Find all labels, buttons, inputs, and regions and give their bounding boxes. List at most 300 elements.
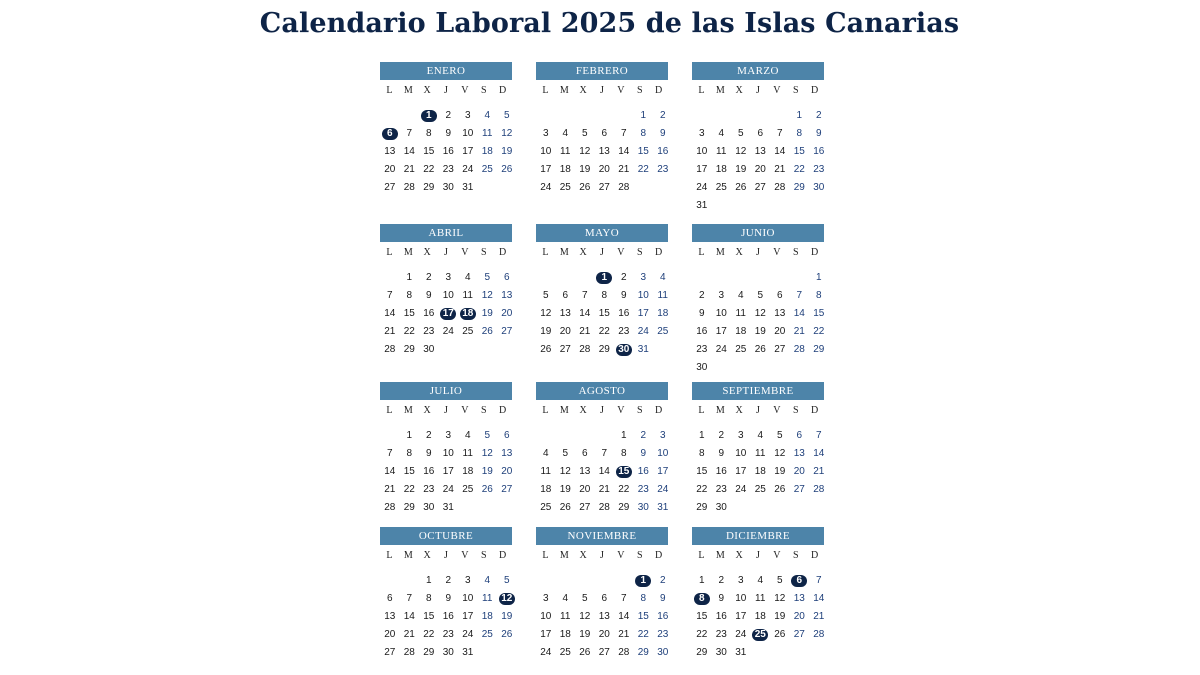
calendar-day: 23 (696, 344, 708, 355)
calendar-day: 30 (637, 502, 649, 513)
weekday-label: L (386, 405, 393, 416)
calendar-day: 3 (737, 430, 744, 441)
calendar-day: 22 (637, 164, 649, 175)
calendar-day: 10 (735, 593, 747, 604)
weekday-label: V (617, 85, 625, 96)
weekday-label: J (756, 550, 760, 561)
calendar-day: 5 (581, 593, 588, 604)
calendar-day: 23 (618, 326, 630, 337)
weekday-label: X (579, 247, 587, 258)
calendar-day: 13 (501, 448, 513, 459)
month-header: AGOSTO (536, 382, 668, 400)
calendar-day: 10 (657, 448, 669, 459)
calendar-day: 15 (598, 308, 610, 319)
weekday-label: M (559, 405, 569, 416)
calendar-day: 4 (737, 290, 744, 301)
calendar-day: 29 (423, 647, 435, 658)
calendar-day: 26 (579, 182, 591, 193)
calendar-day: 16 (813, 146, 825, 157)
calendar-day: 15 (637, 611, 649, 622)
weekday-label: X (579, 550, 587, 561)
calendar-day: 11 (716, 146, 727, 157)
calendar-day: 18 (754, 611, 766, 622)
calendar-day: 24 (462, 629, 474, 640)
weekday-label: J (600, 550, 604, 561)
calendar-day: 12 (481, 448, 493, 459)
calendar-day: 16 (423, 466, 435, 477)
calendar-day: 18 (540, 484, 552, 495)
day-empty (556, 269, 576, 287)
day-empty (614, 572, 634, 590)
weekday-label: V (773, 247, 781, 258)
calendar-day: 13 (793, 593, 805, 604)
calendar-day: 21 (774, 164, 786, 175)
weekday-label: M (559, 85, 569, 96)
calendar-day: 18 (754, 466, 766, 477)
calendar-day: 14 (384, 466, 396, 477)
calendar-day: 6 (503, 430, 510, 441)
calendar-day: 28 (384, 502, 396, 513)
calendar-day: 27 (559, 344, 571, 355)
calendar-day: 18 (559, 164, 571, 175)
calendar-day: 9 (718, 593, 725, 604)
calendar-day: 31 (637, 344, 649, 355)
calendar-day: 8 (601, 290, 608, 301)
month-header: ABRIL (380, 224, 512, 242)
calendar-day: 4 (484, 110, 491, 121)
calendar-day: 7 (386, 448, 393, 459)
calendar-day: 1 (406, 430, 413, 441)
weekday-label: S (636, 247, 643, 258)
calendar-day: 31 (696, 200, 708, 211)
calendar-day: 1 (698, 430, 705, 441)
weekday-row (536, 550, 668, 566)
calendar-day: 31 (442, 502, 454, 513)
calendar-day: 15 (696, 466, 708, 477)
calendar-day: 28 (403, 647, 415, 658)
calendar-day: 29 (696, 502, 708, 513)
calendar-day: 7 (815, 430, 822, 441)
days-grid (380, 269, 512, 359)
month-header: JUNIO (692, 224, 824, 242)
calendar-day: 7 (581, 290, 588, 301)
weekday-label: V (617, 405, 625, 416)
calendar-day: 13 (501, 290, 513, 301)
day-empty (692, 269, 712, 287)
calendar-day: 15 (423, 611, 435, 622)
calendar-day: 17 (735, 611, 747, 622)
calendar-day: 24 (696, 182, 708, 193)
calendar-day: 14 (598, 466, 610, 477)
weekday-label: V (773, 405, 781, 416)
weekday-row (380, 405, 512, 421)
weekday-label: V (617, 550, 625, 561)
calendar-day: 3 (464, 575, 471, 586)
calendar-day: 5 (503, 110, 510, 121)
calendar-day: 30 (423, 502, 435, 513)
calendar-day: 30 (715, 502, 727, 513)
calendar-day: 11 (540, 466, 551, 477)
month-junio (692, 224, 824, 377)
calendar-day: 26 (774, 629, 786, 640)
calendar-day: 3 (464, 110, 471, 121)
calendar-day: 11 (482, 593, 493, 604)
calendar-day: 22 (813, 326, 825, 337)
days-grid (692, 269, 824, 377)
calendar-day: 28 (618, 182, 630, 193)
calendar-day: 7 (620, 593, 627, 604)
calendar-day: 18 (481, 146, 493, 157)
calendar-day: 21 (384, 484, 396, 495)
calendar-day: 19 (579, 164, 591, 175)
day-empty (380, 269, 400, 287)
calendar-day: 9 (640, 448, 647, 459)
weekday-label: L (542, 247, 549, 258)
calendar-day: 21 (618, 164, 630, 175)
day-empty (731, 107, 751, 125)
calendar-day: 21 (598, 484, 610, 495)
holiday-day: 15 (614, 463, 634, 481)
month-header: JULIO (380, 382, 512, 400)
calendar-day: 25 (481, 164, 493, 175)
calendar-day: 14 (813, 593, 825, 604)
calendar-day: 14 (403, 146, 415, 157)
calendar-day: 11 (482, 128, 493, 139)
calendar-day: 24 (657, 484, 669, 495)
calendar-day: 16 (715, 611, 727, 622)
calendar-day: 5 (562, 448, 569, 459)
calendar-day: 29 (618, 502, 630, 513)
calendar-day: 13 (774, 308, 786, 319)
calendar-day: 8 (425, 128, 432, 139)
calendar-day: 14 (384, 308, 396, 319)
weekday-label: J (444, 247, 448, 258)
calendar-day: 20 (793, 611, 805, 622)
calendar-day: 29 (598, 344, 610, 355)
day-empty (751, 269, 771, 287)
day-empty (575, 572, 595, 590)
weekday-label: D (498, 550, 507, 561)
weekday-label: V (773, 85, 781, 96)
weekday-label: X (579, 405, 587, 416)
calendar-day: 28 (403, 182, 415, 193)
calendar-day: 9 (815, 128, 822, 139)
calendar-day: 12 (735, 146, 747, 157)
weekday-label: D (498, 405, 507, 416)
days-grid (692, 427, 824, 517)
calendar-day: 3 (640, 272, 647, 283)
calendar-day: 14 (579, 308, 591, 319)
calendar-day: 9 (445, 593, 452, 604)
month-header: ENERO (380, 62, 512, 80)
calendar-day: 4 (757, 575, 764, 586)
calendar-day: 15 (813, 308, 825, 319)
calendar-day: 6 (776, 290, 783, 301)
month-header: MAYO (536, 224, 668, 242)
weekday-label: J (444, 405, 448, 416)
calendar-day: 27 (501, 326, 513, 337)
weekday-row (536, 85, 668, 101)
calendar-day: 19 (559, 484, 571, 495)
days-grid (380, 107, 512, 197)
calendar-day: 19 (501, 146, 513, 157)
weekday-label: S (636, 550, 643, 561)
weekday-label: M (559, 247, 569, 258)
holiday-day: 1 (595, 269, 615, 287)
calendar-day: 5 (737, 128, 744, 139)
weekday-label: D (498, 247, 507, 258)
calendar-day: 9 (620, 290, 627, 301)
calendar-day: 18 (715, 164, 727, 175)
weekday-label: J (756, 247, 760, 258)
calendar-day: 22 (793, 164, 805, 175)
calendar-day: 5 (776, 430, 783, 441)
calendar-day: 25 (754, 484, 766, 495)
weekday-label: L (698, 85, 705, 96)
calendar-day: 7 (776, 128, 783, 139)
calendar-day: 13 (559, 308, 571, 319)
calendar-day: 2 (445, 575, 452, 586)
calendar-day: 28 (813, 484, 825, 495)
calendar-day: 22 (403, 326, 415, 337)
weekday-label: D (810, 247, 819, 258)
month-septiembre (692, 382, 824, 517)
calendar-day: 9 (425, 448, 432, 459)
day-empty (556, 107, 576, 125)
calendar-day: 6 (386, 593, 393, 604)
weekday-label: M (403, 550, 413, 561)
calendar-day: 8 (640, 593, 647, 604)
calendar-day: 19 (481, 466, 493, 477)
calendar-day: 5 (776, 575, 783, 586)
calendar-day: 1 (698, 575, 705, 586)
calendar-day: 2 (425, 272, 432, 283)
calendar-day: 17 (696, 164, 708, 175)
calendar-day: 25 (559, 647, 571, 658)
calendar-day: 3 (445, 272, 452, 283)
month-febrero (536, 62, 668, 197)
day-empty (790, 269, 810, 287)
calendar-day: 23 (715, 484, 727, 495)
weekday-label: D (654, 247, 663, 258)
calendar-day: 2 (445, 110, 452, 121)
holiday-day: 6 (790, 572, 810, 590)
calendar-day: 12 (774, 448, 786, 459)
calendar-day: 16 (618, 308, 630, 319)
calendar-day: 28 (579, 344, 591, 355)
calendar-day: 4 (484, 575, 491, 586)
calendar-day: 6 (601, 593, 608, 604)
month-diciembre (692, 527, 824, 662)
calendar-day: 25 (559, 182, 571, 193)
calendar-day: 14 (793, 308, 805, 319)
calendar-day: 26 (735, 182, 747, 193)
calendar-day: 8 (640, 128, 647, 139)
weekday-label: X (423, 405, 431, 416)
weekday-row (692, 550, 824, 566)
calendar-day: 11 (735, 308, 746, 319)
calendar-day: 19 (754, 326, 766, 337)
weekday-label: S (636, 405, 643, 416)
month-marzo (692, 62, 824, 215)
calendar-day: 20 (774, 326, 786, 337)
weekday-label: V (461, 247, 469, 258)
calendar-day: 30 (442, 182, 454, 193)
day-empty (712, 107, 732, 125)
month-header: MARZO (692, 62, 824, 80)
calendar-day: 8 (406, 290, 413, 301)
calendar-day: 30 (442, 647, 454, 658)
weekday-label: J (600, 247, 604, 258)
calendar-day: 7 (796, 290, 803, 301)
holiday-day: 1 (634, 572, 654, 590)
calendar-day: 26 (481, 326, 493, 337)
calendar-day: 21 (403, 629, 415, 640)
calendar-day: 2 (815, 110, 822, 121)
calendar-day: 16 (442, 611, 454, 622)
month-enero (380, 62, 512, 197)
calendar-day: 12 (559, 466, 571, 477)
day-empty (400, 572, 420, 590)
calendar-day: 14 (813, 448, 825, 459)
weekday-row (380, 85, 512, 101)
calendar-day: 19 (481, 308, 493, 319)
weekday-label: D (654, 405, 663, 416)
calendar-day: 6 (757, 128, 764, 139)
calendar-day: 8 (620, 448, 627, 459)
calendar-day: 23 (423, 326, 435, 337)
calendar-day: 20 (384, 164, 396, 175)
weekday-label: S (792, 247, 799, 258)
calendar-day: 27 (501, 484, 513, 495)
calendar-day: 22 (618, 484, 630, 495)
calendar-day: 11 (560, 146, 571, 157)
day-empty (751, 107, 771, 125)
calendar-day: 12 (774, 593, 786, 604)
calendar-day: 2 (718, 575, 725, 586)
weekday-label: M (403, 247, 413, 258)
day-empty (536, 427, 556, 445)
weekday-label: V (617, 247, 625, 258)
weekday-label: J (600, 405, 604, 416)
weekday-label: M (715, 405, 725, 416)
calendar-day: 16 (442, 146, 454, 157)
calendar-day: 13 (598, 146, 610, 157)
calendar-day: 11 (560, 611, 571, 622)
calendar-day: 25 (657, 326, 669, 337)
days-grid (380, 427, 512, 517)
calendar-day: 29 (637, 647, 649, 658)
calendar-day: 23 (813, 164, 825, 175)
calendar-day: 2 (640, 430, 647, 441)
weekday-label: V (461, 85, 469, 96)
day-empty (770, 269, 790, 287)
weekday-label: D (810, 550, 819, 561)
calendar-day: 24 (715, 344, 727, 355)
calendar-day: 4 (562, 128, 569, 139)
calendar-day: 10 (442, 290, 454, 301)
weekday-label: D (654, 550, 663, 561)
calendar-day: 24 (442, 484, 454, 495)
calendar-day: 22 (598, 326, 610, 337)
weekday-label: D (810, 405, 819, 416)
holiday-day: 1 (419, 107, 439, 125)
calendar-day: 8 (406, 448, 413, 459)
calendar-day: 20 (754, 164, 766, 175)
weekday-row (380, 550, 512, 566)
calendar-day: 29 (403, 502, 415, 513)
weekday-label: L (386, 85, 393, 96)
calendar-day: 21 (403, 164, 415, 175)
calendar-day: 28 (384, 344, 396, 355)
day-empty (536, 107, 556, 125)
weekday-label: V (461, 550, 469, 561)
calendar-day: 3 (737, 575, 744, 586)
calendar-day: 22 (423, 164, 435, 175)
calendar-day: 27 (754, 182, 766, 193)
calendar-day: 4 (757, 430, 764, 441)
day-empty (380, 427, 400, 445)
weekday-label: X (735, 405, 743, 416)
page-title: Calendario Laboral 2025 de las Islas Canarias (259, 8, 960, 39)
month-abril (380, 224, 512, 359)
calendar-day: 4 (464, 272, 471, 283)
calendar-day: 4 (659, 272, 666, 283)
weekday-label: D (498, 85, 507, 96)
calendar-day: 27 (793, 629, 805, 640)
calendar-day: 24 (442, 326, 454, 337)
calendar-day: 29 (696, 647, 708, 658)
weekday-label: L (698, 550, 705, 561)
day-empty (575, 269, 595, 287)
days-grid (536, 427, 668, 517)
weekday-label: M (403, 405, 413, 416)
month-julio (380, 382, 512, 517)
calendar-day: 2 (718, 430, 725, 441)
calendar-day: 24 (540, 182, 552, 193)
calendar-day: 25 (481, 629, 493, 640)
calendar-day: 9 (718, 448, 725, 459)
calendar-day: 1 (815, 272, 822, 283)
calendar-day: 20 (384, 629, 396, 640)
weekday-label: L (386, 550, 393, 561)
calendar-day: 30 (715, 647, 727, 658)
calendar-day: 23 (637, 484, 649, 495)
calendar-day: 17 (540, 629, 552, 640)
calendar-day: 29 (423, 182, 435, 193)
calendar-day: 22 (637, 629, 649, 640)
calendar-day: 13 (384, 611, 396, 622)
calendar-day: 22 (696, 629, 708, 640)
calendar-day: 29 (403, 344, 415, 355)
calendar-day: 12 (501, 128, 513, 139)
calendar-day: 4 (464, 430, 471, 441)
calendar-day: 20 (598, 164, 610, 175)
weekday-row (380, 247, 512, 263)
weekday-label: D (810, 85, 819, 96)
calendar-day: 17 (637, 308, 649, 319)
calendar-day: 23 (715, 629, 727, 640)
calendar-day: 11 (462, 448, 473, 459)
weekday-label: J (756, 85, 760, 96)
calendar-day: 17 (462, 146, 474, 157)
calendar-day: 25 (462, 326, 474, 337)
days-grid (536, 107, 668, 197)
calendar-day: 9 (659, 128, 666, 139)
day-empty (400, 107, 420, 125)
calendar-day: 16 (637, 466, 649, 477)
calendar-day: 3 (698, 128, 705, 139)
